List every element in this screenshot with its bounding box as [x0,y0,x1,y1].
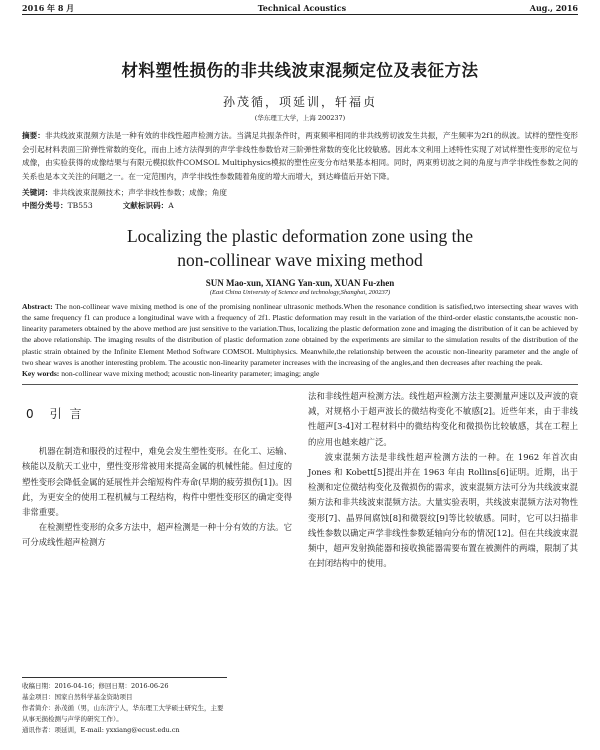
footnote-fund: 基金项目：国家自然科学基金资助项目 [22,693,133,701]
chinese-title: 材料塑性损伤的非共线波束混频定位及表征方法 [121,61,479,80]
english-abstract [22,301,578,368]
chinese-keywords [22,186,578,199]
chinese-abstract-text: 非共线波束混频方法是一种有效的非线性超声检测方法。当满足共振条件时，两束频率相同的非共线剪切波发生共振，产生频率为2f1的纵波。试样的塑性变形会引起材料表面三阶弹性常数的变化，而由上述方法得到的声学非线性参数恰对三阶弹性常数的变化比较敏感。因此本文利用上述特性实现了对试样塑性变形的定位与成像，由实验获得的成像结果与有限元模拟软件COMSOL Multiphysics模拟的塑性应变分布结果基本相同。同时，两束剪切波之间的角度与声学非线性参数之间的关系也是本文关注的问题之一。在一定范围内，声学非线性参数随着角度的增大而增大，到达峰值后开始下降。 [22,131,578,182]
chinese-authors: 孙茂循，项延训，轩福贞 [222,95,377,109]
class-number-label: 中图分类号： [22,200,68,210]
chinese-abstract-label: 摘要： [22,131,45,140]
section-heading: 0 引 言 [26,407,84,422]
body-paragraph: 法和非线性超声检测方法。线性超声检测方法主要测量声速以及声波的衰减，对规格小于超声波长的微结构变化不敏感[2]。近些年来，由于非线性超声[3-4]对工程材料中的微结构变化和微损伤比较敏感，其在工程上的应用也越来越广泛。 [308,391,578,447]
chinese-abstract [22,129,578,184]
english-title [22,224,578,272]
body-paragraph: 波束混频方法是非线性超声检测方法的一种。在 1962 年首次由 Jones 和 Kobett[5]提出并在 1963 年由 Rollins[6]证明。近期，出于检测和定位微结构变化及微损伤的需求，波束混频方法可分为共线波束混频方法和非共线波束混频方法。大量实验表明，共线波束混频方法对物性变形[7]、晶界间腐蚀[8]和微裂纹[9]等比较敏感。同时，它可以扫描非线性参数以确定声学非线性参数延轴向分布的情况[12]。但在共线波束混频中，超声发射换能器和接收换能器需要布置在被测件的两端，限制了其在封闭结构中的使用。 [308,451,578,569]
english-title-line-2: non-collinear wave mixing method [177,249,423,270]
doc-code-label: 文献标识码： [122,200,169,210]
header-date: 2016 年 8 月 [22,3,75,13]
right-column [308,389,578,571]
english-title-line-1: Localizing the plastic deformation zone using the [126,225,473,246]
english-keywords-label: Key words: [22,369,60,379]
footnote-author-bio: 作者简介：孙茂循（男，山东济宁人，华东理工大学硕士研究生，主要从事无损检测与声学的研究工作）。 [22,704,224,723]
header-date-en: Aug., 2016 [529,3,578,13]
chinese-keywords-label: 关键词： [22,187,53,197]
running-header [22,0,578,15]
english-abstract-label: Abstract: [22,301,53,311]
english-keywords [22,368,578,379]
chinese-keywords-text: 非共线波束混频技术；声学非线性参数；成像；角度 [52,187,228,197]
header-journal: Technical Acoustics [257,3,347,13]
classification-line [22,199,578,212]
chinese-affiliation: (华东理工大学，上海 200237) [254,114,346,122]
english-affiliation: (East China University of Science and technology,Shanghai, 200237) [209,288,391,296]
english-keywords-text: non-collinear wave mixing method; acoustic non-linearity parameter; imaging; angle [61,369,320,379]
body-paragraph: 机器在制造和服役的过程中，难免会发生塑性变形。在化工、运输、核能以及航天工业中，塑性变形常被用来提高金属的机械性能。但过度的塑性变形会降低金属的延展性并会缩短构件寿命(早期的疲劳损伤[1])。因此，为更安全的使用工程机械与工程结构，构件中塑性变形区的确定变得非常重要。 [22,446,292,518]
body-paragraph: 在检测塑性变形的众多方法中，超声检测是一种十分有效的方法。它可分成线性超声检测方 [22,522,292,548]
doc-code-value: A [168,200,174,210]
english-abstract-text: The non-collinear wave mixing method is one of the promising nonlinear ultrasonic methods.When the resonance condition is satisfied,two intersecting shear waves with the same frequency f1 can produce a longitudinal wave with a frequency of 2f1. Plastic deformation may result in the variation of the third-order elastic constants,the acoustic non-linearity parameters obtained by the above method are just sensitive to the variation.Thus, localizing the plastic deformation zone and imaging the distribution of it can be achieved by the above relationship. The imaging results of the distribution of plastic deformation zone obtained by the experiments are similar to the simulation results of the distribution of the plastic strain obtained by the Infinite Element Method Software COMSOL Multiphysics. Meanwhile,the relationship between the acoustic non-linearity parameter and the angle of two shear waves is another interesting problem. The acoustic non-linearity parameter increases with the increasing of the angles,and then decreases after reaching the peak. [22,301,578,367]
footnote-contact: 通讯作者：项延训，E-mail: yxxiang@ecust.edu.cn [22,726,180,734]
body-columns [22,389,578,571]
section-divider [22,384,578,385]
left-column [22,389,292,571]
english-authors: SUN Mao-xun, XIANG Yan-xun, XUAN Fu-zhen [205,277,395,288]
footnote-received: 收稿日期：2016-04-16；修回日期：2016-06-26 [22,682,169,690]
class-number-value: TB553 [67,200,93,210]
footnote [22,677,227,736]
